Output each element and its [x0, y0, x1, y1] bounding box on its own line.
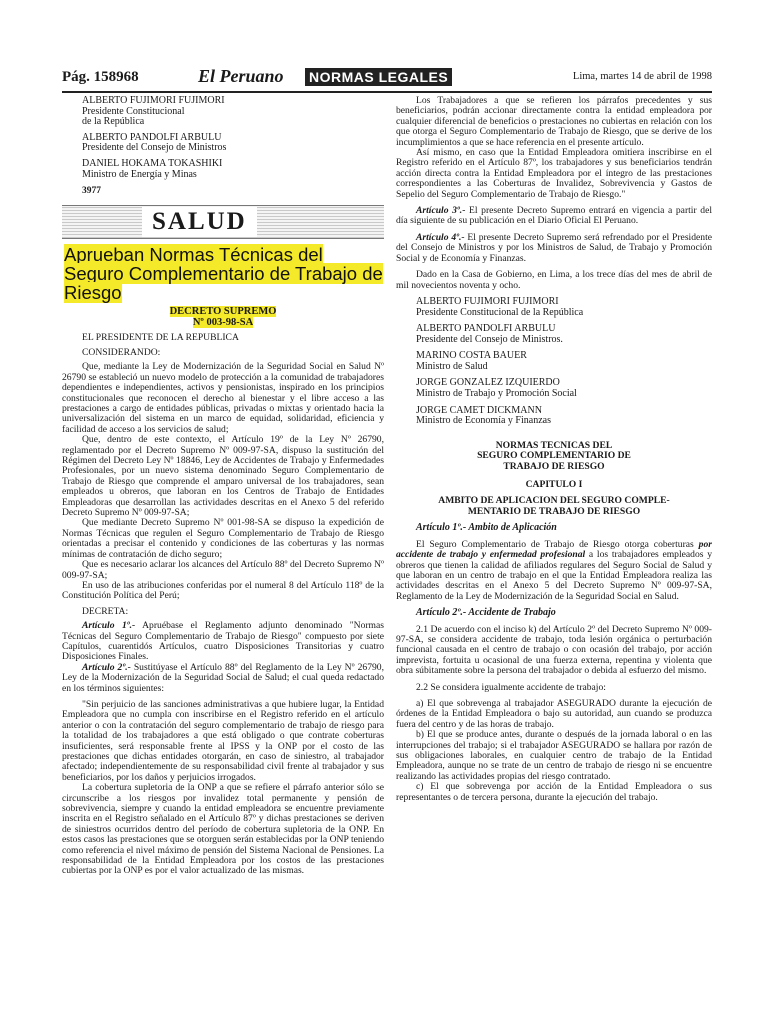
- issue-date: Lima, martes 14 de abril de 1998: [572, 71, 712, 82]
- right-column: [396, 96, 712, 803]
- signature-block: [396, 351, 712, 372]
- signatory-title: Ministro de Energía y Minas: [82, 168, 197, 180]
- list-item: c) El que sobrevenga por acción de la Entidad Empleadora o sus representantes o de tercera persona, durante la ejecución del trabajo.: [396, 781, 712, 803]
- signatory-name: ALBERTO FUJIMORI FUJIMORI: [82, 95, 225, 106]
- signatory-name: ALBERTO PANDOLFI ARBULU: [82, 131, 222, 143]
- document-title: [62, 245, 384, 302]
- newspaper-name: El Peruano: [198, 66, 284, 86]
- quoted-paragraph: Así mismo, en caso que la Entidad Empleadora omitiera inscribirse en el Registro referido en el Artículo 87º, los trabajadores y sus beneficiarios tendrán acción directa contra la Entidad Empleadora por el íntegro de las prestaciones correspondientes a las Coberturas de Invalidez, Sobrevivencia y Gastos de Sepelio del Seguro Complementario de Trabajo de Riesgo.": [396, 147, 712, 200]
- signatory-title: Presidente Constitucional: [82, 105, 185, 117]
- article-text: a los trabajadores empleados y obreros que tienen la calidad de afiliados regulares del Seguro Social de Salud y que laboran en un centro de trabajo en el que la Entidad Empleadora realiza las actividades descritas en el Anexo 5 del Decreto Supremo Nº 009-97-SA, Reglamento de la Ley de Modernización de la Seguridad Social en Salud.: [396, 549, 712, 602]
- quoted-paragraph: La cobertura supletoria de la ONP a que se refiere el párrafo anterior sólo se circunscribe a los riesgos por invalidez total permanente y pensión de sobrevivencia, siempre y cuando la entidad empleadora se encuentre previamente inscrita en el Registro señalado en el Artículo 87º y dichas prestaciones se deriven de siniestros ocurridos dentro del período de cobertura supletoria de la ONP. En estos casos las prestaciones que se otorguen serán establecidas por la ONP teniendo como referencia el nivel máximo de pensión del Sistema Nacional de Pensiones. La responsabilidad de la Entidad Empleadora por los costos de las prestaciones cubiertas por la ONP es por el valor actualizado de las mismas.: [62, 782, 384, 877]
- signature-block: [396, 378, 712, 399]
- document-number: 3977: [82, 186, 101, 197]
- article-text: El presente Decreto Supremo entrará en vigencia a partir del día siguiente de su publicación en el Diario Oficial El Peruano.: [396, 205, 712, 227]
- signatory-title: Presidente Constitucional de la República: [416, 306, 584, 318]
- signatory-name: JORGE CAMET DICKMANN: [416, 404, 542, 416]
- decree-type: DECRETO SUPREMO: [169, 305, 277, 317]
- article-paragraph: [62, 621, 384, 663]
- signatory-title: Ministro de Salud: [416, 360, 488, 372]
- norms-heading: [396, 441, 712, 472]
- signatory-title: Ministro de Economía y Finanzas: [416, 415, 551, 427]
- article-text: Sustitúyase el Artículo 88º del Reglamento de la Ley Nº 26790, Ley de la Modernización de la Seguridad Social de Salud; el cual queda redactado en los términos siguientes:: [62, 661, 384, 694]
- signatory-name: MARINO COSTA BAUER: [416, 350, 527, 362]
- left-column: [62, 96, 384, 877]
- signatory-title: Ministro de Trabajo y Promoción Social: [416, 388, 577, 400]
- decree-heading: DECRETA:: [82, 605, 129, 617]
- issuer-line: EL PRESIDENTE DE LA REPUBLICA: [82, 331, 239, 343]
- article-heading: Artículo 2º.- Accidente de Trabajo: [416, 607, 556, 619]
- list-item: b) El que se produce antes, durante o después de la jornada laboral o en las interrupciones del trabajo; si el trabajador ASEGURADO se hallara por razón de sus obligaciones laborales, en cualquier centro de trabajo de la Entidad Empleadora, aunque no se trate de un centro de trabajo de riesgo ni se encuentre realizando las actividades propias del riesgo contratado.: [396, 729, 712, 782]
- article-text: El presente Decreto Supremo será refrendado por el Presidente del Consejo de Ministros y por los Ministros de Salud, de Trabajo y Promoción Social y de Economía y Finanzas.: [396, 231, 712, 264]
- article-text: El Seguro Complementario de Trabajo de Riesgo otorga coberturas: [416, 538, 699, 550]
- header-rule: [62, 91, 712, 93]
- given-at-paragraph: Dado en la Casa de Gobierno, en Lima, a los trece días del mes de abril de mil novecientos noventa y ocho.: [396, 269, 712, 291]
- signatory-title: de la República: [82, 116, 145, 128]
- signature-block: [62, 96, 384, 128]
- article-emphasis: por accidente de trabajo y enfermedad profesional: [396, 538, 712, 561]
- article-paragraph: [396, 540, 712, 602]
- signatory-name: ALBERTO PANDOLFI ARBULU: [416, 323, 556, 335]
- chapter-title: [396, 496, 712, 517]
- list-item: a) El que sobrevenga al trabajador ASEGURADO durante la ejecución de órdenes de la Entidad Empleadora o bajo su autoridad, aun cuando se produzca fuera del centro y de las horas de trabajo.: [396, 697, 712, 730]
- page-number: Pág. 158968: [62, 69, 139, 85]
- paragraph: Que mediante Decreto Supremo Nº 001-98-SA se dispuso la expedición de Normas Técnicas que regulen el Seguro Complementario de Trabajo de Riesgo orientadas a precisar el contenido y condiciones de las coberturas y las normas mínimas de contratación de dicho seguro;: [62, 517, 384, 560]
- article-label: Artículo 2º.-: [82, 661, 131, 673]
- decree-heading: [62, 306, 384, 328]
- chapter-title-line: MENTARIO DE TRABAJO DE RIESGO: [467, 505, 641, 517]
- paragraph: En uso de las atribuciones conferidas por el numeral 8 del Artículo 118º de la Constitución Política del Perú;: [62, 579, 384, 602]
- paragraph: Que, dentro de este contexto, el Artículo 19º de la Ley Nº 26790, reglamentado por el Decreto Supremo Nº 009-97-SA, dispuso la sustitución del Régimen del Decreto Ley Nº 18846, Ley de Accidentes de Trabajo y Enfermedades Profesionales, por un nuevo sistema denominado Seguro Complementario de Trabajo de Riesgo que comprende el amparo universal de los trabajadores, sean empleados u obreros, que laboran en los Centros de Trabajo de Entidades Empleadoras que desarrollan las actividades descritas en el Anexo 5 del referido Decreto Supremo Nº 009-97-SA;: [62, 434, 384, 519]
- chapter-heading: CAPITULO I: [525, 479, 583, 491]
- section-heading: SALUD: [142, 207, 257, 237]
- signatory-name: DANIEL HOKAMA TOKASHIKI: [82, 157, 223, 169]
- article-label: Artículo 1º.-: [82, 620, 136, 632]
- paragraph: 2.1 De acuerdo con el inciso k) del Artículo 2º del Decreto Supremo Nº 009-97-SA, se considera accidente de trabajo, toda lesión orgánica o perturbación funcional causada en el centro de trabajo o con ocasión del trabajo, por acción imprevista, fortuita u ocasional de una fuerza externa, repentina y violenta que obra súbitamente sobre la persona del trabajador o debida al esfuerzo del mismo.: [396, 623, 712, 677]
- signatory-title: Presidente del Consejo de Ministros: [82, 142, 227, 154]
- article-label: Artículo 4º.-: [416, 231, 465, 243]
- article-text: Apruébase el Reglamento adjunto denominado "Normas Técnicas del Seguro Complementario de Trabajo de Riesgo" compuesto por siete Capítulos, cuarentidós Artículos, cuatro Disposiciones Transitorias y cuatro Disposiciones Finales.: [62, 620, 385, 663]
- section-heading-box: [62, 205, 384, 239]
- signatory-title: Presidente del Consejo de Ministros.: [416, 333, 563, 345]
- norms-title-line: TRABAJO DE RIESGO: [503, 460, 605, 472]
- signatory-name: ALBERTO FUJIMORI FUJIMORI: [416, 295, 559, 307]
- considering-heading: CONSIDERANDO:: [82, 346, 161, 358]
- article-label: Artículo 3º.-: [416, 205, 466, 217]
- chapter-title-line: AMBITO DE APLICACION DEL SEGURO COMPLE-: [438, 495, 670, 507]
- signature-block: [62, 133, 384, 154]
- norms-title-line: NORMAS TECNICAS DEL: [495, 439, 613, 451]
- signature-block: [396, 324, 712, 345]
- decree-number: Nº 003-98-SA: [192, 316, 254, 328]
- signature-block: [396, 297, 712, 318]
- paragraph: Que es necesario aclarar los alcances del Artículo 88º del Decreto Supremo Nº 009-97-SA;: [62, 559, 384, 581]
- page-header: [62, 66, 712, 90]
- section-banner: NORMAS LEGALES: [305, 68, 452, 86]
- article-paragraph: [396, 206, 712, 227]
- article-paragraph: [62, 663, 384, 694]
- signatory-name: JORGE GONZALEZ IZQUIERDO: [416, 377, 560, 389]
- article-paragraph: [396, 233, 712, 264]
- document-title-text: Aprueban Normas Técnicas del Seguro Complementario de Trabajo de Riesgo: [64, 243, 383, 303]
- quoted-paragraph: "Sin perjuicio de las sanciones administrativas a que hubiere lugar, la Entidad Empleadora que no cumpla con inscribirse en el Registro referido en el artículo anterior o con la contratación del seguro complementario de trabajo de riesgo para la totalidad de los trabajadores a que está obligado o que contrate coberturas insuficientes, será responsable frente al IPSS y la ONP por el costo de las prestaciones que dichas entidades otorgarán, en caso de siniestro, al trabajador afectado; independientemente de su responsabilidad civil frente al trabajador y sus beneficiarios, por los daños y perjuicios irrogados.: [62, 698, 384, 783]
- signature-block: [62, 159, 384, 180]
- norms-title-line: SEGURO COMPLEMENTARIO DE: [477, 450, 631, 462]
- quoted-paragraph: Los Trabajadores a que se refieren los párrafos precedentes y sus beneficiarios, podrán accionar directamente contra la entidad empleadora por cualquier diferencial de beneficios o prestaciones no cubiertas en relación con los que otorga el Seguro Complementario de Trabajo de Riesgo, que se derive de los incumplimientos a que se hace referencia en el presente artículo.: [396, 95, 712, 148]
- paragraph: Que, mediante la Ley de Modernización de la Seguridad Social en Salud Nº 26790 se estableció un nuevo modelo de protección a la comunidad de trabajadores dependientes e independientes, activos y pensionistas, inspirado en los principios constitucionales que reconocen el derecho al bienestar y el libre acceso a las prestaciones a cargo de entidades públicas, privadas o mixtas y orientado hacia la universalización del sistema en un marco de equidad, solidaridad, eficiencia y facilidad de acceso a los servicios de salud;: [62, 361, 384, 435]
- article-heading: Artículo 1º.- Ambito de Aplicación: [416, 522, 557, 534]
- paragraph: 2.2 Se considera igualmente accidente de trabajo:: [416, 681, 606, 693]
- signature-block: [396, 406, 712, 427]
